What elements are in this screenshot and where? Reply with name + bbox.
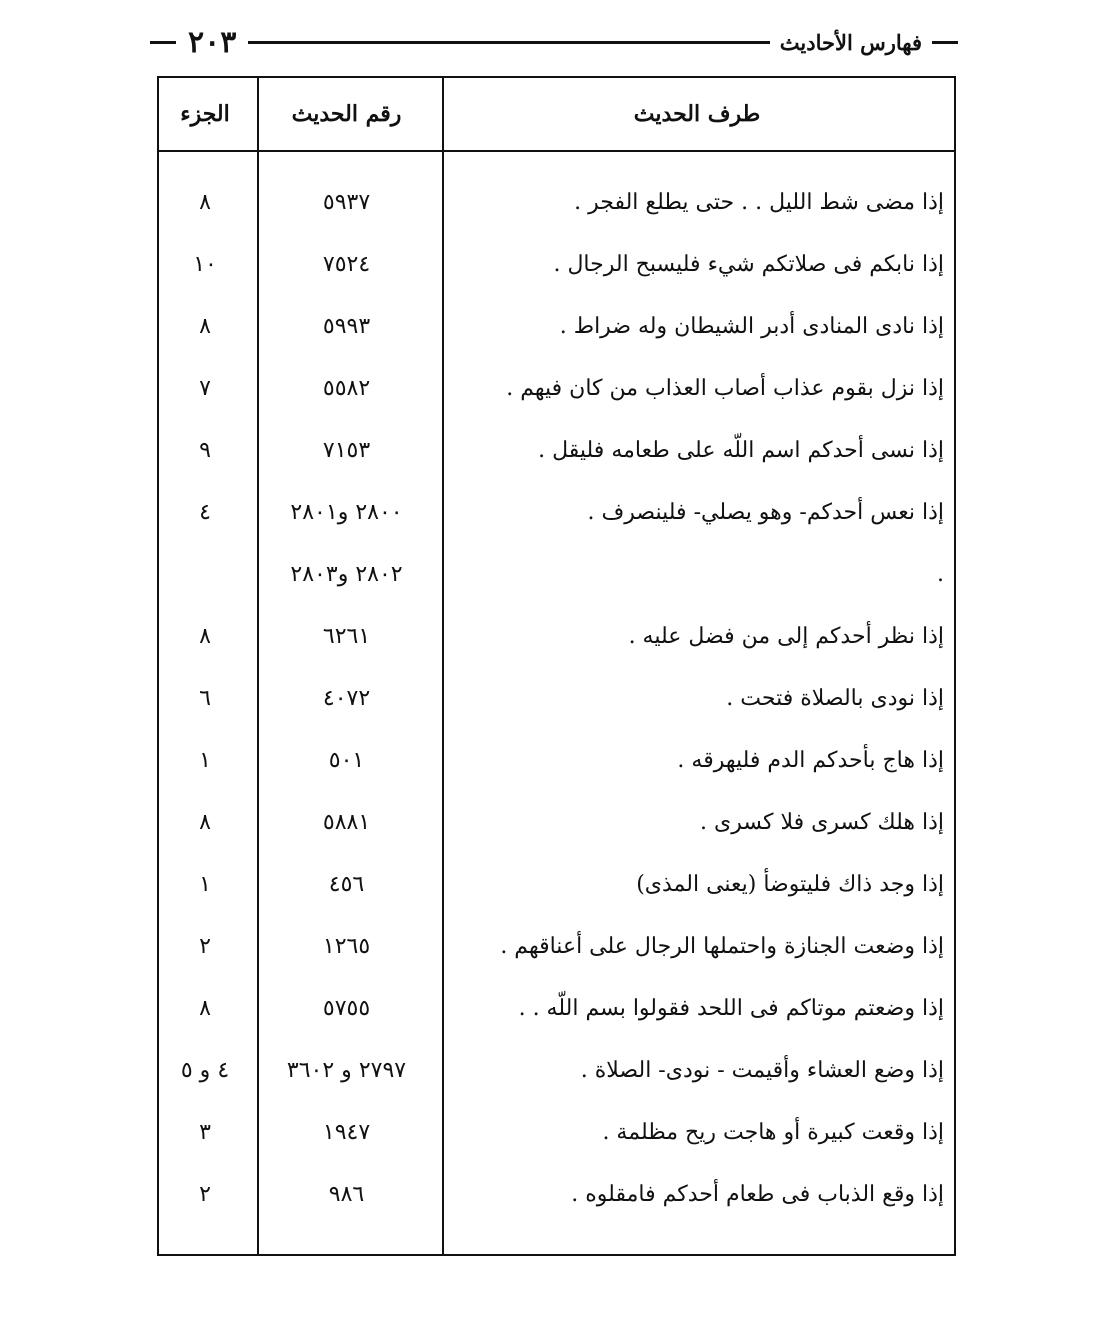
hadith-phrase-cell: إذا نودى بالصلاة فتحت .	[726, 685, 944, 711]
hadith-number-cell: ٧٥٢٤	[322, 251, 371, 277]
volume-cell: ٤	[199, 499, 211, 525]
hadith-number-cell: ٧١٥٣	[322, 437, 371, 463]
hadith-number-cell: ٢٨٠٢ و٢٨٠٣	[290, 561, 403, 587]
hadith-phrase-cell: .	[937, 561, 944, 587]
hadith-number-cell: ٦٢٦١	[322, 623, 371, 649]
header-volume: الجزء	[180, 101, 230, 127]
header-rule-left	[150, 41, 176, 44]
hadith-number-cell: ٥٩٣٧	[322, 189, 371, 215]
hadith-number-cell: ٥٥٨٢	[322, 375, 371, 401]
volume-cell: ٨	[199, 189, 211, 215]
table-row	[159, 419, 954, 481]
hadith-phrase-cell: إذا وقع الذباب فى طعام أحدكم فامقلوه .	[571, 1181, 944, 1207]
table-row	[159, 605, 954, 667]
hadith-phrase-cell: إذا نعس أحدكم- وهو يصلي- فلينصرف .	[587, 499, 944, 525]
table-row	[159, 481, 954, 543]
volume-cell: ٩	[199, 437, 211, 463]
hadith-phrase-cell: إذا هاج بأحدكم الدم فليهرقه .	[677, 747, 944, 773]
volume-cell: ٣	[199, 1119, 211, 1145]
hadith-phrase-cell: إذا نسى أحدكم اسم اللّه على طعامه فليقل .	[538, 437, 944, 463]
table-row	[159, 295, 954, 357]
header-hadith-phrase: طرف الحديث	[633, 101, 761, 127]
header-rule-right	[932, 41, 958, 44]
volume-cell: ٦	[199, 685, 211, 711]
hadith-index-table	[157, 76, 956, 1256]
hadith-number-cell: ٢٨٠٠ و٢٨٠١	[290, 499, 403, 525]
volume-cell: ١	[199, 871, 211, 897]
hadith-number-cell: ٥٧٥٥	[322, 995, 371, 1021]
hadith-phrase-cell: إذا نادى المنادى أدبر الشيطان وله ضراط .	[559, 313, 944, 339]
table-row	[159, 1163, 954, 1225]
hadith-number-cell: ٢٧٩٧ و ٣٦٠٢	[286, 1057, 407, 1083]
table-row	[159, 915, 954, 977]
volume-cell: ١٠	[193, 251, 217, 277]
hadith-phrase-cell: إذا وضع العشاء وأقيمت - نودى- الصلاة .	[580, 1057, 944, 1083]
hadith-number-cell: ٤٠٧٢	[322, 685, 371, 711]
hadith-phrase-cell: إذا نزل بقوم عذاب أصاب العذاب من كان فيهم .	[506, 375, 944, 401]
volume-cell: ٢	[199, 1181, 211, 1207]
hadith-phrase-cell: إذا وقعت كبيرة أو هاجت ريح مظلمة .	[602, 1119, 944, 1145]
hadith-number-cell: ١٢٦٥	[322, 933, 371, 959]
running-header	[150, 24, 958, 60]
hadith-phrase-cell: إذا وضعت الجنازة واحتملها الرجال على أعناقهم .	[500, 933, 944, 959]
volume-cell: ٢	[199, 933, 211, 959]
hadith-phrase-cell: إذا هلك كسرى فلا كسرى .	[700, 809, 944, 835]
hadith-phrase-cell: إذا وضعتم موتاكم فى اللحد فقولوا بسم اللّه . .	[518, 995, 944, 1021]
hadith-number-cell: ٩٨٦	[328, 1181, 365, 1207]
running-title: فهارس الأحاديث	[779, 29, 922, 55]
table-row	[159, 667, 954, 729]
table-row	[159, 1039, 954, 1101]
table-row	[159, 357, 954, 419]
table-header-row	[159, 78, 954, 152]
header-hadith-number: رقم الحديث	[291, 101, 402, 127]
table-row	[159, 233, 954, 295]
volume-cell: ٤ و ٥	[180, 1057, 230, 1083]
volume-cell: ٨	[199, 995, 211, 1021]
table-row	[159, 977, 954, 1039]
header-rule	[248, 41, 769, 44]
table-row	[159, 853, 954, 915]
hadith-number-cell: ٥٨٨١	[322, 809, 371, 835]
hadith-phrase-cell: إذا مضى شط الليل . . حتى يطلع الفجر .	[574, 189, 944, 215]
volume-cell: ٧	[199, 375, 211, 401]
hadith-phrase-cell: إذا وجد ذاك فليتوضأ (يعنى المذى)	[636, 871, 944, 897]
volume-cell: ١	[199, 747, 211, 773]
volume-cell: ٨	[199, 809, 211, 835]
page-number: ٢٠٣	[188, 24, 237, 60]
table-row	[159, 171, 954, 233]
volume-cell: ٨	[199, 313, 211, 339]
table-row	[159, 543, 954, 605]
hadith-number-cell: ٤٥٦	[328, 871, 365, 897]
volume-cell: ٨	[199, 623, 211, 649]
table-row	[159, 1101, 954, 1163]
hadith-number-cell: ١٩٤٧	[322, 1119, 371, 1145]
table-row	[159, 791, 954, 853]
volume-cell	[157, 543, 253, 605]
table-row	[159, 729, 954, 791]
hadith-phrase-cell: إذا نابكم فى صلاتكم شيء فليسبح الرجال .	[553, 251, 944, 277]
hadith-number-cell: ٥٩٩٣	[322, 313, 371, 339]
hadith-number-cell: ٥٠١	[328, 747, 365, 773]
hadith-phrase-cell: إذا نظر أحدكم إلى من فضل عليه .	[628, 623, 944, 649]
